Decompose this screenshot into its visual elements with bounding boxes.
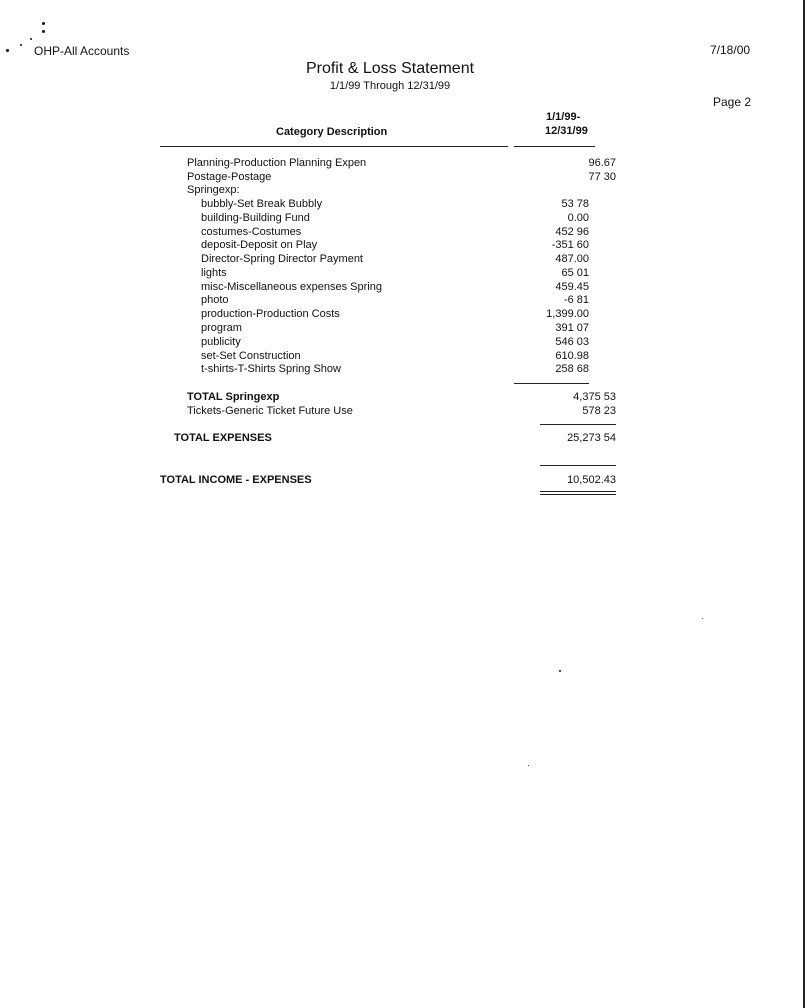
net-rule-top [540,465,616,466]
row-label: Postage-Postage [187,171,272,183]
row-label: program [201,322,242,334]
row-label: Springexp: [187,184,240,196]
row-label: costumes-Costumes [201,226,302,238]
report-title: Profit & Loss Statement [305,60,475,77]
scan-speck [528,765,529,766]
account-name: OHP-All Accounts [34,44,130,58]
row-label: building-Building Fund [201,212,310,224]
total-expenses-amount: 25,273 54 [567,432,616,444]
net-total-label: TOTAL INCOME - EXPENSES [160,474,312,486]
row-label: t-shirts-T-Shirts Spring Show [201,363,341,375]
header-rule-right [514,146,595,147]
scan-speck [42,30,45,33]
net-total-amount: 10,502.43 [567,474,616,486]
row-amount: 0.00 [567,212,589,224]
row-amount: 487.00 [555,253,589,265]
page-number: Page 2 [713,95,752,109]
net-double-rule-2 [540,494,616,495]
scan-speck [30,38,32,40]
row-label: lights [201,267,227,279]
row-amount: 96.67 [588,157,616,169]
subtotal-rule [514,383,589,384]
row-label: publicity [201,336,241,348]
scan-speck [702,618,703,619]
period-column-header-line1: 1/1/99- [546,111,581,123]
row-label: bubbly-Set Break Bubbly [201,198,323,210]
row-label: Planning-Production Planning Expen [187,157,367,169]
row-amount: 546 03 [555,336,589,348]
scan-speck [42,22,45,25]
scan-speck [6,49,9,52]
row-amount: 610.98 [555,350,589,362]
scan-speck [559,670,561,672]
scan-speck [20,44,22,46]
row-amount: 77 30 [588,171,616,183]
report-date: 7/18/00 [710,43,751,57]
row-label: photo [201,294,229,306]
row-amount: 258 68 [555,363,589,375]
scan-edge [803,0,805,1008]
row-label: deposit-Deposit on Play [201,239,318,251]
row-amount: -6 81 [563,294,589,306]
row-amount: -351 60 [551,239,589,251]
row-label: misc-Miscellaneous expenses Spring [201,281,382,293]
row-label: set-Set Construction [201,350,301,362]
tickets-amount: 578 23 [582,405,616,417]
total-expenses-label: TOTAL EXPENSES [174,432,272,444]
row-amount: 459.45 [555,281,589,293]
report-period: 1/1/99 Through 12/31/99 [329,80,451,92]
period-column-header-line2: 12/31/99 [545,125,588,137]
row-amount: 1,399.00 [546,308,589,320]
row-label: production-Production Costs [201,308,340,320]
row-amount: 53 78 [561,198,589,210]
net-double-rule-1 [540,491,616,492]
row-amount: 452 96 [555,226,589,238]
tickets-label: Tickets-Generic Ticket Future Use [187,405,353,417]
row-amount: 65 01 [561,267,589,279]
row-amount: 391 07 [555,322,589,334]
springexp-total-amount: 4,375 53 [573,391,616,403]
category-column-header: Category Description [276,126,388,138]
row-label: Director-Spring Director Payment [201,253,363,265]
springexp-total-label: TOTAL Springexp [187,391,280,403]
expenses-rule [540,424,616,425]
header-rule-left [160,146,508,147]
